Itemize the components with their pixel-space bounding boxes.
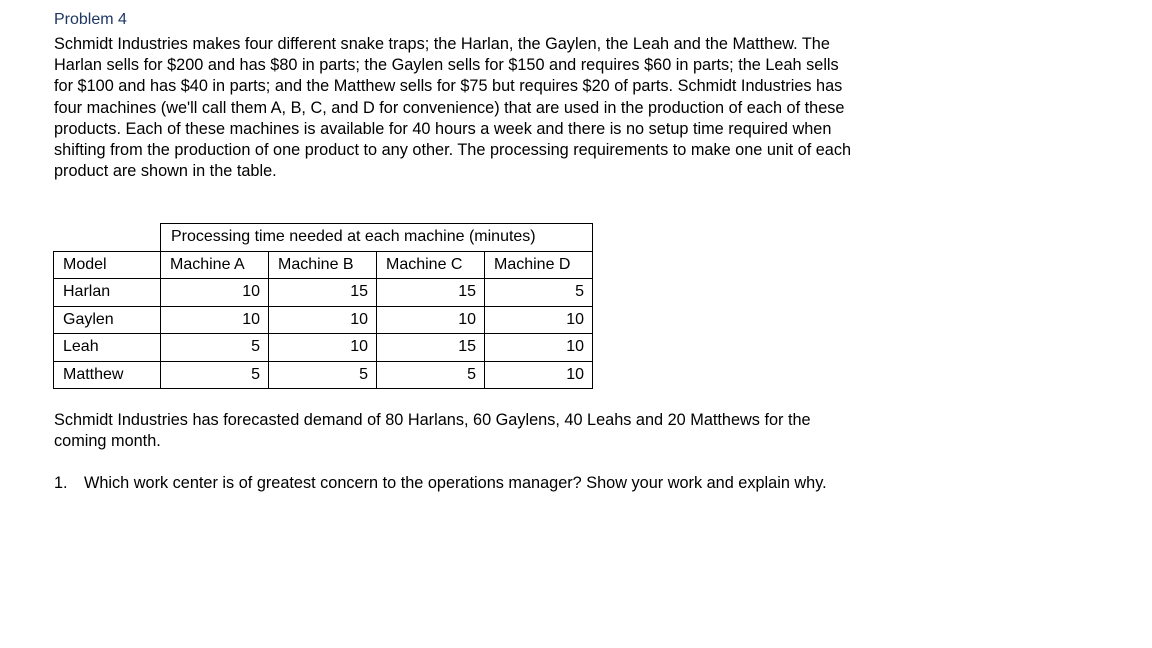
time-cell: 10 [485,334,593,362]
column-header-machine-d: Machine D [485,251,593,279]
model-cell: Leah [54,334,161,362]
model-cell: Gaylen [54,306,161,334]
time-cell: 10 [161,306,269,334]
question-number: 1. [54,474,68,492]
problem-title: Problem 4 [54,11,127,28]
time-cell: 10 [485,361,593,389]
column-header-machine-c: Machine C [377,251,485,279]
question-item [54,473,844,495]
table-corner-blank [54,224,161,252]
table-header-row [54,251,593,279]
column-header-machine-b: Machine B [269,251,377,279]
column-header-machine-a: Machine A [161,251,269,279]
time-cell: 15 [377,279,485,307]
time-cell: 10 [485,306,593,334]
model-cell: Harlan [54,279,161,307]
time-cell: 5 [269,361,377,389]
time-cell: 10 [161,279,269,307]
time-cell: 10 [269,306,377,334]
time-cell: 15 [269,279,377,307]
time-cell: 5 [161,361,269,389]
time-cell: 5 [485,279,593,307]
table-row [54,334,593,362]
problem-description: Schmidt Industries makes four different snake traps; the Harlan, the Gaylen, the Leah and the Matthew. The Harlan sells for $200 and has $80 in parts; the Gaylen sells for $150 and requires $60 in parts; the Leah sells for $100 and has $40 in parts; and the Matthew sells for $75 but requires $20 of parts. Schmidt Industries has four machines (we'll call them A, B, C, and D for convenience) that are used in the production of each of these products. Each of these machines is available for 40 hours a week and there is no setup time required when shifting from the production of one product to any other. The processing requirements to make one unit of each product are shown in the table. [54,35,852,181]
column-header-model: Model [54,251,161,279]
table-row [54,361,593,389]
table-group-header-row [54,224,593,252]
time-cell: 15 [377,334,485,362]
table-row [54,279,593,307]
time-cell: 10 [377,306,485,334]
model-cell: Matthew [54,361,161,389]
time-cell: 10 [269,334,377,362]
time-cell: 5 [377,361,485,389]
time-cell: 5 [161,334,269,362]
processing-time-table [53,223,593,389]
demand-forecast: Schmidt Industries has forecasted demand of 80 Harlans, 60 Gaylens, 40 Leahs and 20 Matthews for the coming month. [54,411,811,451]
table-row [54,306,593,334]
question-text: Which work center is of greatest concern to the operations manager? Show your work and explain why. [84,474,827,492]
table-group-header: Processing time needed at each machine (minutes) [161,224,593,252]
